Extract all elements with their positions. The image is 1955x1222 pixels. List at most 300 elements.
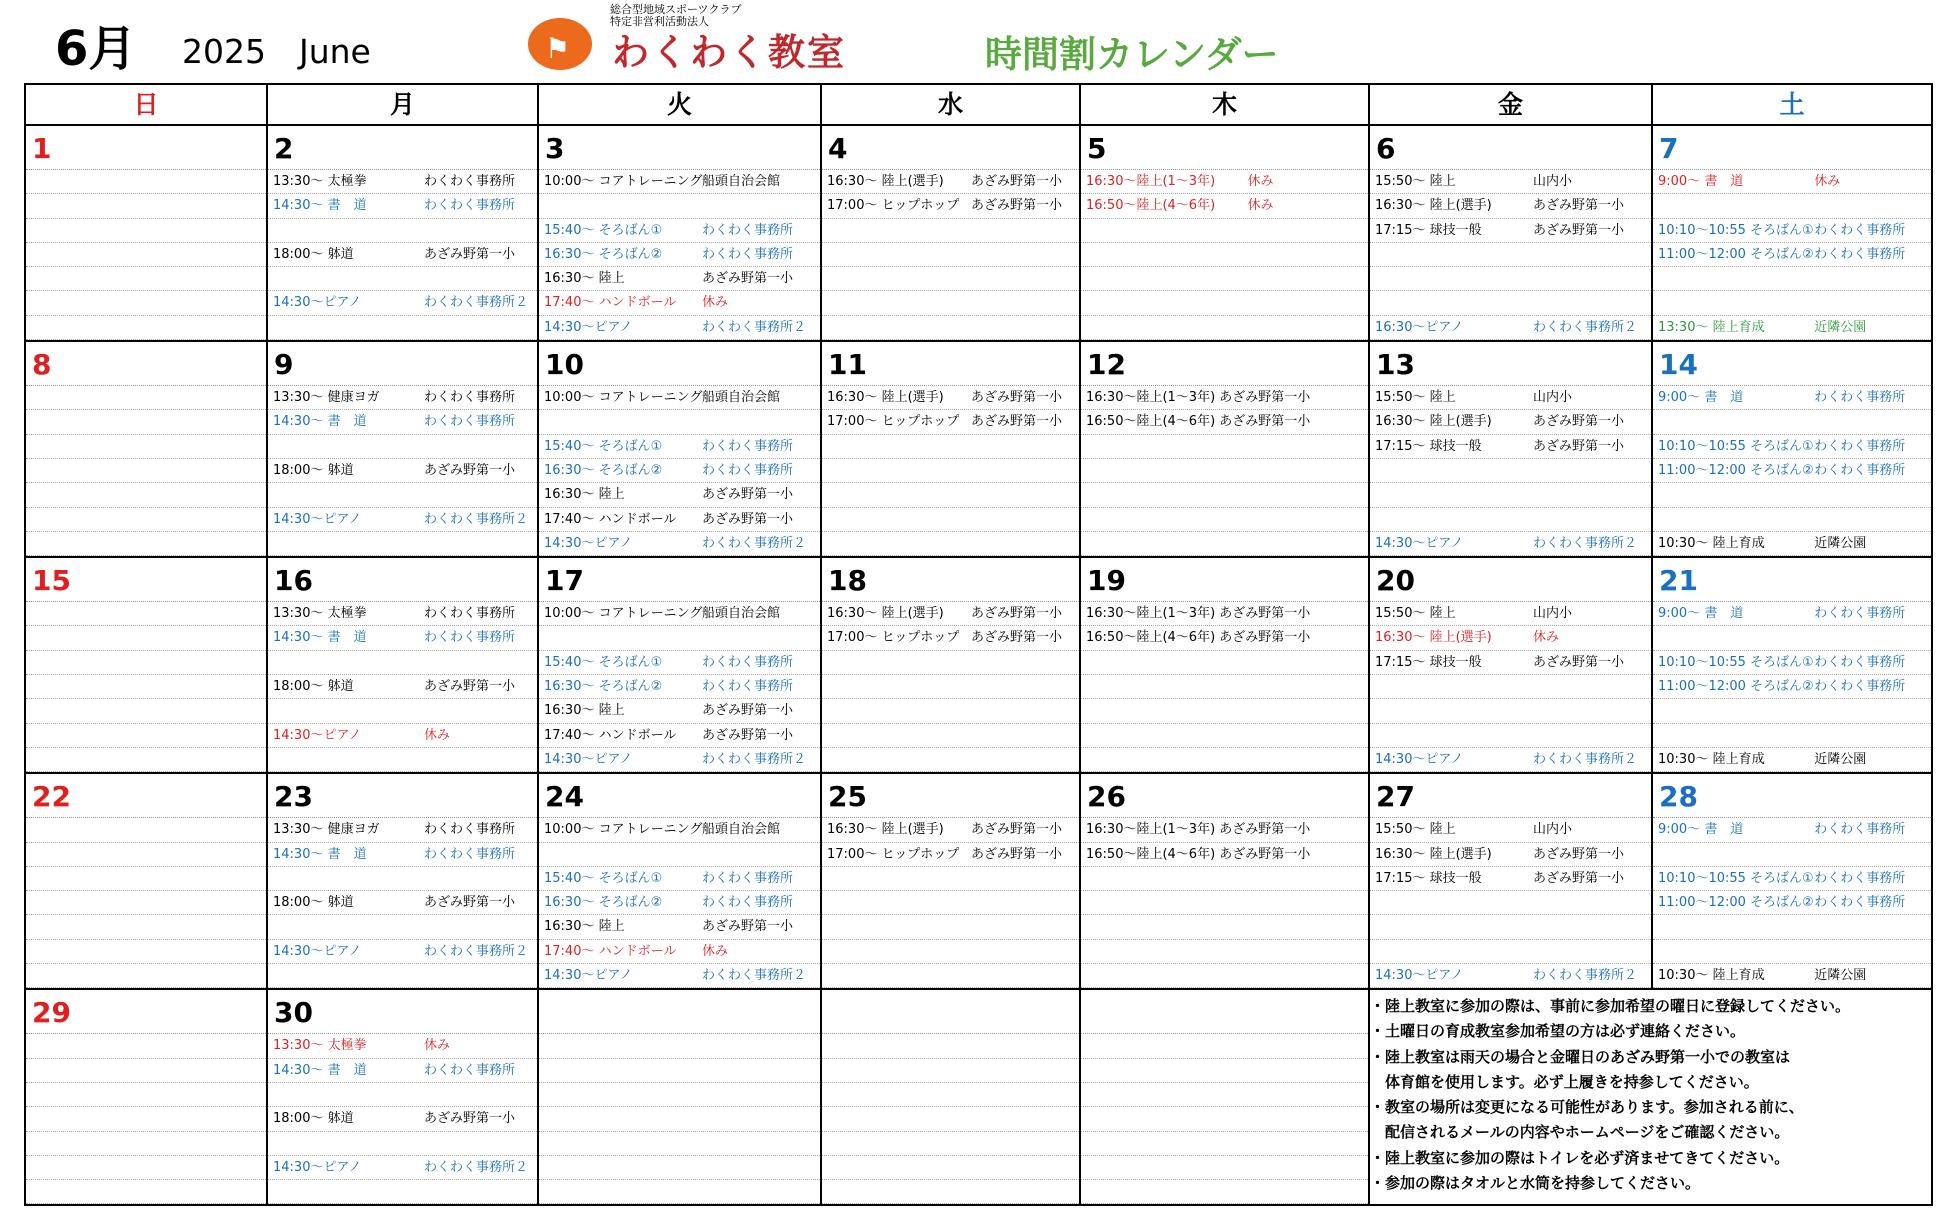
class-time: 13:30～ 太極拳 bbox=[273, 606, 367, 622]
schedule-row bbox=[1653, 219, 1931, 243]
schedule-row bbox=[539, 243, 820, 267]
schedule-row bbox=[1081, 891, 1368, 915]
schedule-row bbox=[822, 1034, 1079, 1058]
class-time: 15:50～ 陸上 bbox=[1375, 390, 1456, 406]
schedule-row bbox=[1653, 386, 1931, 410]
notes-section bbox=[1370, 994, 1930, 1196]
schedule-row bbox=[268, 891, 537, 915]
schedule-row bbox=[1370, 435, 1651, 459]
class-time: 14:30～ピアノ bbox=[1375, 751, 1464, 767]
class-time: 16:30～陸上(1～3年) あざみ野第一小 bbox=[1086, 822, 1311, 838]
class-time: 17:00～ ヒップホップ bbox=[827, 630, 960, 646]
class-time: 16:30～ 陸上 bbox=[544, 271, 625, 287]
schedule-row bbox=[1370, 386, 1651, 410]
class-place: あざみ野第一小 bbox=[971, 822, 1063, 838]
schedule-row bbox=[268, 267, 537, 291]
class-time: 14:30～ 書 道 bbox=[273, 846, 367, 862]
schedule-row bbox=[1081, 459, 1368, 483]
class-time: 15:40～ そろばん① bbox=[544, 438, 663, 454]
class-time: 16:30～ 陸上(選手) bbox=[1375, 630, 1492, 646]
logo-name: わくわく教室 bbox=[612, 31, 846, 74]
day-number: 29 bbox=[26, 990, 266, 1034]
class-time: 17:40～ ハンドボール bbox=[544, 943, 677, 959]
class-place: あざみ野第一小 bbox=[1532, 414, 1624, 430]
class-time: 13:30～ 健康ヨガ bbox=[273, 390, 380, 406]
schedule-row bbox=[822, 386, 1079, 410]
schedule-row bbox=[26, 1083, 266, 1107]
schedule-row bbox=[1370, 410, 1651, 434]
schedule-row bbox=[268, 940, 537, 964]
schedule-row bbox=[1081, 316, 1368, 340]
schedule-row bbox=[268, 651, 537, 675]
class-time: 17:15～ 球技一般 bbox=[1375, 222, 1482, 238]
class-place: わくわく事務所２ bbox=[424, 511, 529, 527]
day-cell-2 bbox=[267, 125, 538, 341]
schedule-row bbox=[539, 508, 820, 532]
day-number: 14 bbox=[1653, 342, 1931, 386]
class-time: 11:00～12:00 そろばん② bbox=[1658, 679, 1814, 695]
schedule-row bbox=[822, 316, 1079, 340]
month-title: 6月 bbox=[55, 21, 137, 77]
schedule-row bbox=[268, 626, 537, 650]
day-number: 8 bbox=[26, 342, 266, 386]
schedule-row bbox=[26, 435, 266, 459]
schedule-row bbox=[1653, 410, 1931, 434]
logo-subtitle-1: 総合型地域スポーツクラブ bbox=[610, 3, 742, 16]
schedule-row bbox=[822, 651, 1079, 675]
class-time: 10:30～ 陸上育成 bbox=[1658, 968, 1765, 984]
schedule-row bbox=[268, 194, 537, 218]
class-place: わくわく事務所 bbox=[424, 822, 516, 838]
weekday-mon: 月 bbox=[267, 84, 538, 125]
class-place: あざみ野第一小 bbox=[701, 487, 793, 503]
class-time: 14:30～ピアノ bbox=[273, 295, 362, 311]
schedule-row bbox=[26, 1107, 266, 1131]
class-time: 17:00～ ヒップホップ bbox=[827, 846, 960, 862]
schedule-row bbox=[268, 532, 537, 556]
class-time: 16:30～陸上(1～3年) あざみ野第一小 bbox=[1086, 606, 1311, 622]
schedule-row bbox=[822, 1180, 1079, 1204]
schedule-row bbox=[822, 267, 1079, 291]
class-place: わくわく事務所 bbox=[1814, 870, 1906, 886]
day-cell-16 bbox=[267, 557, 538, 773]
class-time: 16:50～陸上(4～6年) あざみ野第一小 bbox=[1086, 630, 1311, 646]
runner-figure-icon: ⚑ bbox=[545, 32, 571, 65]
class-time: 16:30～ そろばん② bbox=[544, 246, 663, 262]
class-place: わくわく事務所 bbox=[701, 870, 793, 886]
weekday-wed: 水 bbox=[821, 84, 1080, 125]
schedule-row bbox=[539, 170, 820, 194]
schedule-row bbox=[26, 219, 266, 243]
schedule-row bbox=[1653, 243, 1931, 267]
day-cell-29 bbox=[25, 989, 267, 1205]
schedule-row bbox=[1081, 291, 1368, 315]
empty-day-cell bbox=[821, 989, 1080, 1205]
calendar-header bbox=[0, 0, 1955, 82]
day-number: 24 bbox=[539, 774, 820, 818]
day-number: 6 bbox=[1370, 126, 1651, 170]
class-place: わくわく事務所２ bbox=[701, 751, 806, 767]
class-time: 16:30～ 陸上 bbox=[544, 487, 625, 503]
class-place: わくわく事務所２ bbox=[424, 1159, 529, 1175]
schedule-row bbox=[1081, 1083, 1368, 1107]
schedule-row bbox=[1370, 964, 1651, 988]
class-time: 9:00～ 書 道 bbox=[1658, 390, 1744, 406]
schedule-row bbox=[1370, 748, 1651, 772]
class-place: 船頭自治会館 bbox=[701, 390, 780, 406]
class-place: わくわく事務所 bbox=[701, 654, 793, 670]
class-place: 船頭自治会館 bbox=[701, 174, 780, 189]
day-number: 17 bbox=[539, 558, 820, 602]
schedule-row bbox=[822, 1107, 1079, 1131]
schedule-row bbox=[822, 170, 1079, 194]
schedule-row bbox=[268, 1034, 537, 1058]
class-place: あざみ野第一小 bbox=[701, 919, 793, 935]
class-place: わくわく事務所２ bbox=[701, 968, 806, 984]
day-number: 13 bbox=[1370, 342, 1651, 386]
day-number: 1 bbox=[26, 126, 266, 170]
schedule-row bbox=[822, 532, 1079, 556]
schedule-row bbox=[268, 1132, 537, 1156]
schedule-row bbox=[1081, 915, 1368, 939]
schedule-row bbox=[26, 940, 266, 964]
class-place: わくわく事務所 bbox=[1814, 222, 1906, 238]
schedule-row bbox=[1081, 483, 1368, 507]
class-time: 14:30～ピアノ bbox=[544, 751, 633, 767]
schedule-row bbox=[822, 748, 1079, 772]
day-cell-15 bbox=[25, 557, 267, 773]
logo-subtitle-2: 特定非営利活動法人 bbox=[610, 15, 709, 28]
day-number: 3 bbox=[539, 126, 820, 170]
day-cell-19 bbox=[1080, 557, 1369, 773]
class-time: 13:30～ 健康ヨガ bbox=[273, 822, 380, 838]
schedule-row bbox=[26, 316, 266, 340]
schedule-row bbox=[1370, 626, 1651, 650]
class-place: 休み bbox=[1532, 630, 1559, 646]
schedule-row bbox=[268, 170, 537, 194]
schedule-row bbox=[26, 243, 266, 267]
class-place: わくわく事務所 bbox=[424, 414, 516, 430]
class-time: 9:00～ 書 道 bbox=[1658, 822, 1744, 838]
schedule-row bbox=[1653, 699, 1931, 723]
class-place: わくわく事務所 bbox=[424, 1062, 516, 1078]
class-place: 休み bbox=[424, 1038, 451, 1054]
day-number: 21 bbox=[1653, 558, 1931, 602]
day-number bbox=[539, 990, 820, 1034]
day-number: 2 bbox=[268, 126, 537, 170]
class-place: あざみ野第一小 bbox=[971, 174, 1063, 189]
class-time: 16:30～ 陸上 bbox=[544, 703, 625, 719]
schedule-row bbox=[26, 386, 266, 410]
class-place: わくわく事務所２ bbox=[1532, 751, 1637, 767]
schedule-row bbox=[1653, 194, 1931, 218]
class-place: 休み bbox=[1814, 174, 1841, 189]
class-place: わくわく事務所 bbox=[701, 222, 793, 238]
schedule-row bbox=[268, 1083, 537, 1107]
schedule-row bbox=[268, 1156, 537, 1180]
class-time: 18:00～ 躰道 bbox=[273, 462, 354, 478]
class-place: あざみ野第一小 bbox=[971, 630, 1063, 646]
class-place: わくわく事務所 bbox=[701, 462, 793, 478]
class-place: わくわく事務所 bbox=[424, 390, 516, 406]
class-time: 9:00～ 書 道 bbox=[1658, 174, 1744, 189]
class-place: 近隣公園 bbox=[1814, 751, 1867, 767]
weekday-thu: 木 bbox=[1080, 84, 1369, 125]
class-place: わくわく事務所 bbox=[701, 895, 793, 911]
schedule-row bbox=[26, 915, 266, 939]
schedule-row bbox=[539, 219, 820, 243]
schedule-row bbox=[1653, 940, 1931, 964]
note-line: ・参加の際はタオルと水筒を持参してください。 bbox=[1370, 1174, 1701, 1193]
page-title: 時間割カレンダー bbox=[985, 33, 1279, 76]
schedule-row bbox=[822, 194, 1079, 218]
class-time: 15:40～ そろばん① bbox=[544, 222, 663, 238]
schedule-row bbox=[822, 891, 1079, 915]
schedule-row bbox=[822, 818, 1079, 842]
class-place: わくわく事務所２ bbox=[1532, 319, 1637, 335]
day-cell-21 bbox=[1652, 557, 1932, 773]
day-number: 25 bbox=[822, 774, 1079, 818]
schedule-row bbox=[268, 1059, 537, 1083]
schedule-row bbox=[1653, 867, 1931, 891]
note-line: ・陸上教室に参加の際はトイレを必ず済ませてきてください。 bbox=[1370, 1148, 1790, 1167]
schedule-row bbox=[1370, 699, 1651, 723]
schedule-row bbox=[1081, 1034, 1368, 1058]
day-cell-25 bbox=[821, 773, 1080, 989]
schedule-row bbox=[822, 243, 1079, 267]
schedule-row bbox=[1370, 602, 1651, 626]
class-time: 13:30～ 陸上育成 bbox=[1658, 319, 1765, 335]
class-place: あざみ野第一小 bbox=[424, 895, 516, 911]
weekday-sun: 日 bbox=[25, 84, 267, 125]
class-time: 18:00～ 躰道 bbox=[273, 1111, 354, 1127]
schedule-row bbox=[26, 651, 266, 675]
class-time: 17:15～ 球技一般 bbox=[1375, 870, 1482, 886]
class-place: わくわく事務所 bbox=[1814, 462, 1906, 478]
schedule-row bbox=[1653, 532, 1931, 556]
schedule-row bbox=[539, 386, 820, 410]
day-number: 5 bbox=[1081, 126, 1368, 170]
class-time: 16:30～ そろばん② bbox=[544, 895, 663, 911]
schedule-row bbox=[539, 843, 820, 867]
class-place: 近隣公園 bbox=[1814, 968, 1867, 984]
schedule-row bbox=[539, 964, 820, 988]
class-place: わくわく事務所 bbox=[424, 630, 516, 646]
class-place: わくわく事務所 bbox=[424, 846, 516, 862]
schedule-row bbox=[268, 748, 537, 772]
schedule-row bbox=[1081, 1156, 1368, 1180]
schedule-row bbox=[539, 459, 820, 483]
schedule-row bbox=[1653, 675, 1931, 699]
schedule-row bbox=[268, 602, 537, 626]
schedule-row bbox=[539, 194, 820, 218]
schedule-row bbox=[539, 1083, 820, 1107]
schedule-row bbox=[1081, 194, 1368, 218]
class-time: 11:00～12:00 そろばん② bbox=[1658, 246, 1814, 262]
schedule-row bbox=[26, 1180, 266, 1204]
class-time: 14:30～ピアノ bbox=[1375, 968, 1464, 984]
class-time: 10:10～10:55 そろばん① bbox=[1658, 870, 1814, 886]
schedule-row bbox=[1370, 818, 1651, 842]
day-cell-3 bbox=[538, 125, 821, 341]
note-line: ・陸上教室に参加の際は、事前に参加希望の曜日に登録してください。 bbox=[1370, 997, 1851, 1015]
day-cell-28 bbox=[1652, 773, 1932, 989]
class-place: わくわく事務所 bbox=[701, 679, 793, 695]
class-time: 16:30～ 陸上(選手) bbox=[1375, 198, 1492, 214]
class-place: 船頭自治会館 bbox=[701, 606, 780, 622]
schedule-row bbox=[822, 219, 1079, 243]
schedule-row bbox=[1081, 940, 1368, 964]
schedule-row bbox=[26, 699, 266, 723]
schedule-row bbox=[1370, 724, 1651, 748]
schedule-row bbox=[822, 1083, 1079, 1107]
schedule-row bbox=[822, 724, 1079, 748]
day-cell-8 bbox=[25, 341, 267, 557]
schedule-row bbox=[1370, 532, 1651, 556]
schedule-row bbox=[26, 843, 266, 867]
class-time: 16:30～陸上(1～3年) あざみ野第一小 bbox=[1086, 390, 1311, 406]
schedule-row bbox=[539, 267, 820, 291]
class-time: 10:00～ コアトレーニング bbox=[544, 390, 703, 406]
day-cell-11 bbox=[821, 341, 1080, 557]
class-time: 16:30～ピアノ bbox=[1375, 319, 1464, 335]
schedule-row bbox=[1653, 818, 1931, 842]
schedule-row bbox=[1653, 267, 1931, 291]
schedule-row bbox=[1081, 532, 1368, 556]
day-number: 30 bbox=[268, 990, 537, 1034]
schedule-row bbox=[539, 651, 820, 675]
class-place: わくわく事務所 bbox=[1814, 654, 1906, 670]
schedule-row bbox=[26, 724, 266, 748]
schedule-row bbox=[1370, 867, 1651, 891]
schedule-row bbox=[1081, 748, 1368, 772]
class-time: 14:30～ピアノ bbox=[273, 943, 362, 959]
day-number: 7 bbox=[1653, 126, 1931, 170]
class-time: 10:00～ コアトレーニング bbox=[544, 174, 703, 189]
schedule-row bbox=[1653, 891, 1931, 915]
class-place: あざみ野第一小 bbox=[971, 390, 1063, 406]
class-time: 16:30～ そろばん② bbox=[544, 462, 663, 478]
weekday-sat: 土 bbox=[1652, 84, 1932, 125]
schedule-row bbox=[539, 483, 820, 507]
class-place: 休み bbox=[701, 295, 728, 311]
schedule-row bbox=[268, 1180, 537, 1204]
class-time: 15:50～ 陸上 bbox=[1375, 822, 1456, 838]
class-time: 14:30～ピアノ bbox=[544, 319, 633, 335]
class-time: 9:00～ 書 道 bbox=[1658, 606, 1744, 622]
class-time: 16:30～ 陸上(選手) bbox=[827, 390, 944, 406]
class-place: あざみ野第一小 bbox=[971, 846, 1063, 862]
class-time: 16:30～ 陸上(選手) bbox=[827, 606, 944, 622]
day-cell-10 bbox=[538, 341, 821, 557]
schedule-row bbox=[539, 940, 820, 964]
schedule-row bbox=[268, 219, 537, 243]
schedule-row bbox=[822, 626, 1079, 650]
class-place: わくわく事務所２ bbox=[1532, 535, 1637, 551]
schedule-row bbox=[822, 699, 1079, 723]
day-number: 20 bbox=[1370, 558, 1651, 602]
schedule-row bbox=[822, 964, 1079, 988]
class-place: わくわく事務所 bbox=[1814, 438, 1906, 454]
schedule-row bbox=[1653, 316, 1931, 340]
class-time: 17:00～ ヒップホップ bbox=[827, 414, 960, 430]
schedule-row bbox=[1081, 626, 1368, 650]
class-place: あざみ野第一小 bbox=[701, 511, 793, 527]
year-english: 2025 June bbox=[182, 32, 371, 71]
schedule-row bbox=[26, 194, 266, 218]
schedule-row bbox=[1653, 748, 1931, 772]
schedule-row bbox=[822, 675, 1079, 699]
schedule-row bbox=[1370, 915, 1651, 939]
schedule-row bbox=[539, 1107, 820, 1131]
class-place: あざみ野第一小 bbox=[971, 606, 1063, 622]
day-number: 10 bbox=[539, 342, 820, 386]
class-time: 11:00～12:00 そろばん② bbox=[1658, 462, 1814, 478]
schedule-row bbox=[268, 410, 537, 434]
schedule-row bbox=[26, 867, 266, 891]
schedule-row bbox=[822, 410, 1079, 434]
schedule-row bbox=[1653, 435, 1931, 459]
class-time: 16:30～ 陸上(選手) bbox=[827, 174, 944, 189]
class-place: 休み bbox=[1247, 198, 1274, 214]
schedule-row bbox=[1653, 170, 1931, 194]
class-time: 10:10～10:55 そろばん① bbox=[1658, 222, 1814, 238]
class-place: わくわく事務所 bbox=[701, 438, 793, 454]
class-time: 17:40～ ハンドボール bbox=[544, 727, 677, 743]
class-time: 14:30～ 書 道 bbox=[273, 630, 367, 646]
class-time: 17:15～ 球技一般 bbox=[1375, 654, 1482, 670]
day-cell-26 bbox=[1080, 773, 1369, 989]
schedule-row bbox=[268, 483, 537, 507]
class-place: 近隣公園 bbox=[1814, 319, 1867, 335]
schedule-row bbox=[539, 1059, 820, 1083]
day-number: 15 bbox=[26, 558, 266, 602]
schedule-row bbox=[822, 867, 1079, 891]
schedule-row bbox=[822, 435, 1079, 459]
schedule-row bbox=[1653, 724, 1931, 748]
schedule-row bbox=[1081, 843, 1368, 867]
schedule-row bbox=[1370, 219, 1651, 243]
schedule-row bbox=[1370, 243, 1651, 267]
week-row bbox=[25, 773, 1932, 989]
day-cell-30 bbox=[267, 989, 538, 1205]
schedule-row bbox=[1370, 459, 1651, 483]
class-place: わくわく事務所 bbox=[1814, 246, 1906, 262]
class-place: わくわく事務所２ bbox=[424, 295, 529, 311]
day-cell-24 bbox=[538, 773, 821, 989]
schedule-row bbox=[822, 1132, 1079, 1156]
schedule-row bbox=[539, 675, 820, 699]
schedule-row bbox=[539, 724, 820, 748]
schedule-row bbox=[26, 818, 266, 842]
schedule-row bbox=[1370, 267, 1651, 291]
class-place: あざみ野第一小 bbox=[1532, 870, 1624, 886]
schedule-row bbox=[268, 316, 537, 340]
schedule-row bbox=[539, 748, 820, 772]
class-place: 休み bbox=[701, 943, 728, 959]
schedule-row bbox=[1370, 675, 1651, 699]
note-line: ・陸上教室は雨天の場合と金曜日のあざみ野第一小での教室は bbox=[1370, 1047, 1791, 1066]
schedule-row bbox=[26, 1034, 266, 1058]
day-number: 22 bbox=[26, 774, 266, 818]
schedule-row bbox=[268, 964, 537, 988]
schedule-row bbox=[1653, 651, 1931, 675]
day-number: 19 bbox=[1081, 558, 1368, 602]
week-row bbox=[25, 341, 1932, 557]
schedule-row bbox=[1081, 818, 1368, 842]
schedule-row bbox=[1081, 386, 1368, 410]
class-time: 15:50～ 陸上 bbox=[1375, 174, 1456, 189]
